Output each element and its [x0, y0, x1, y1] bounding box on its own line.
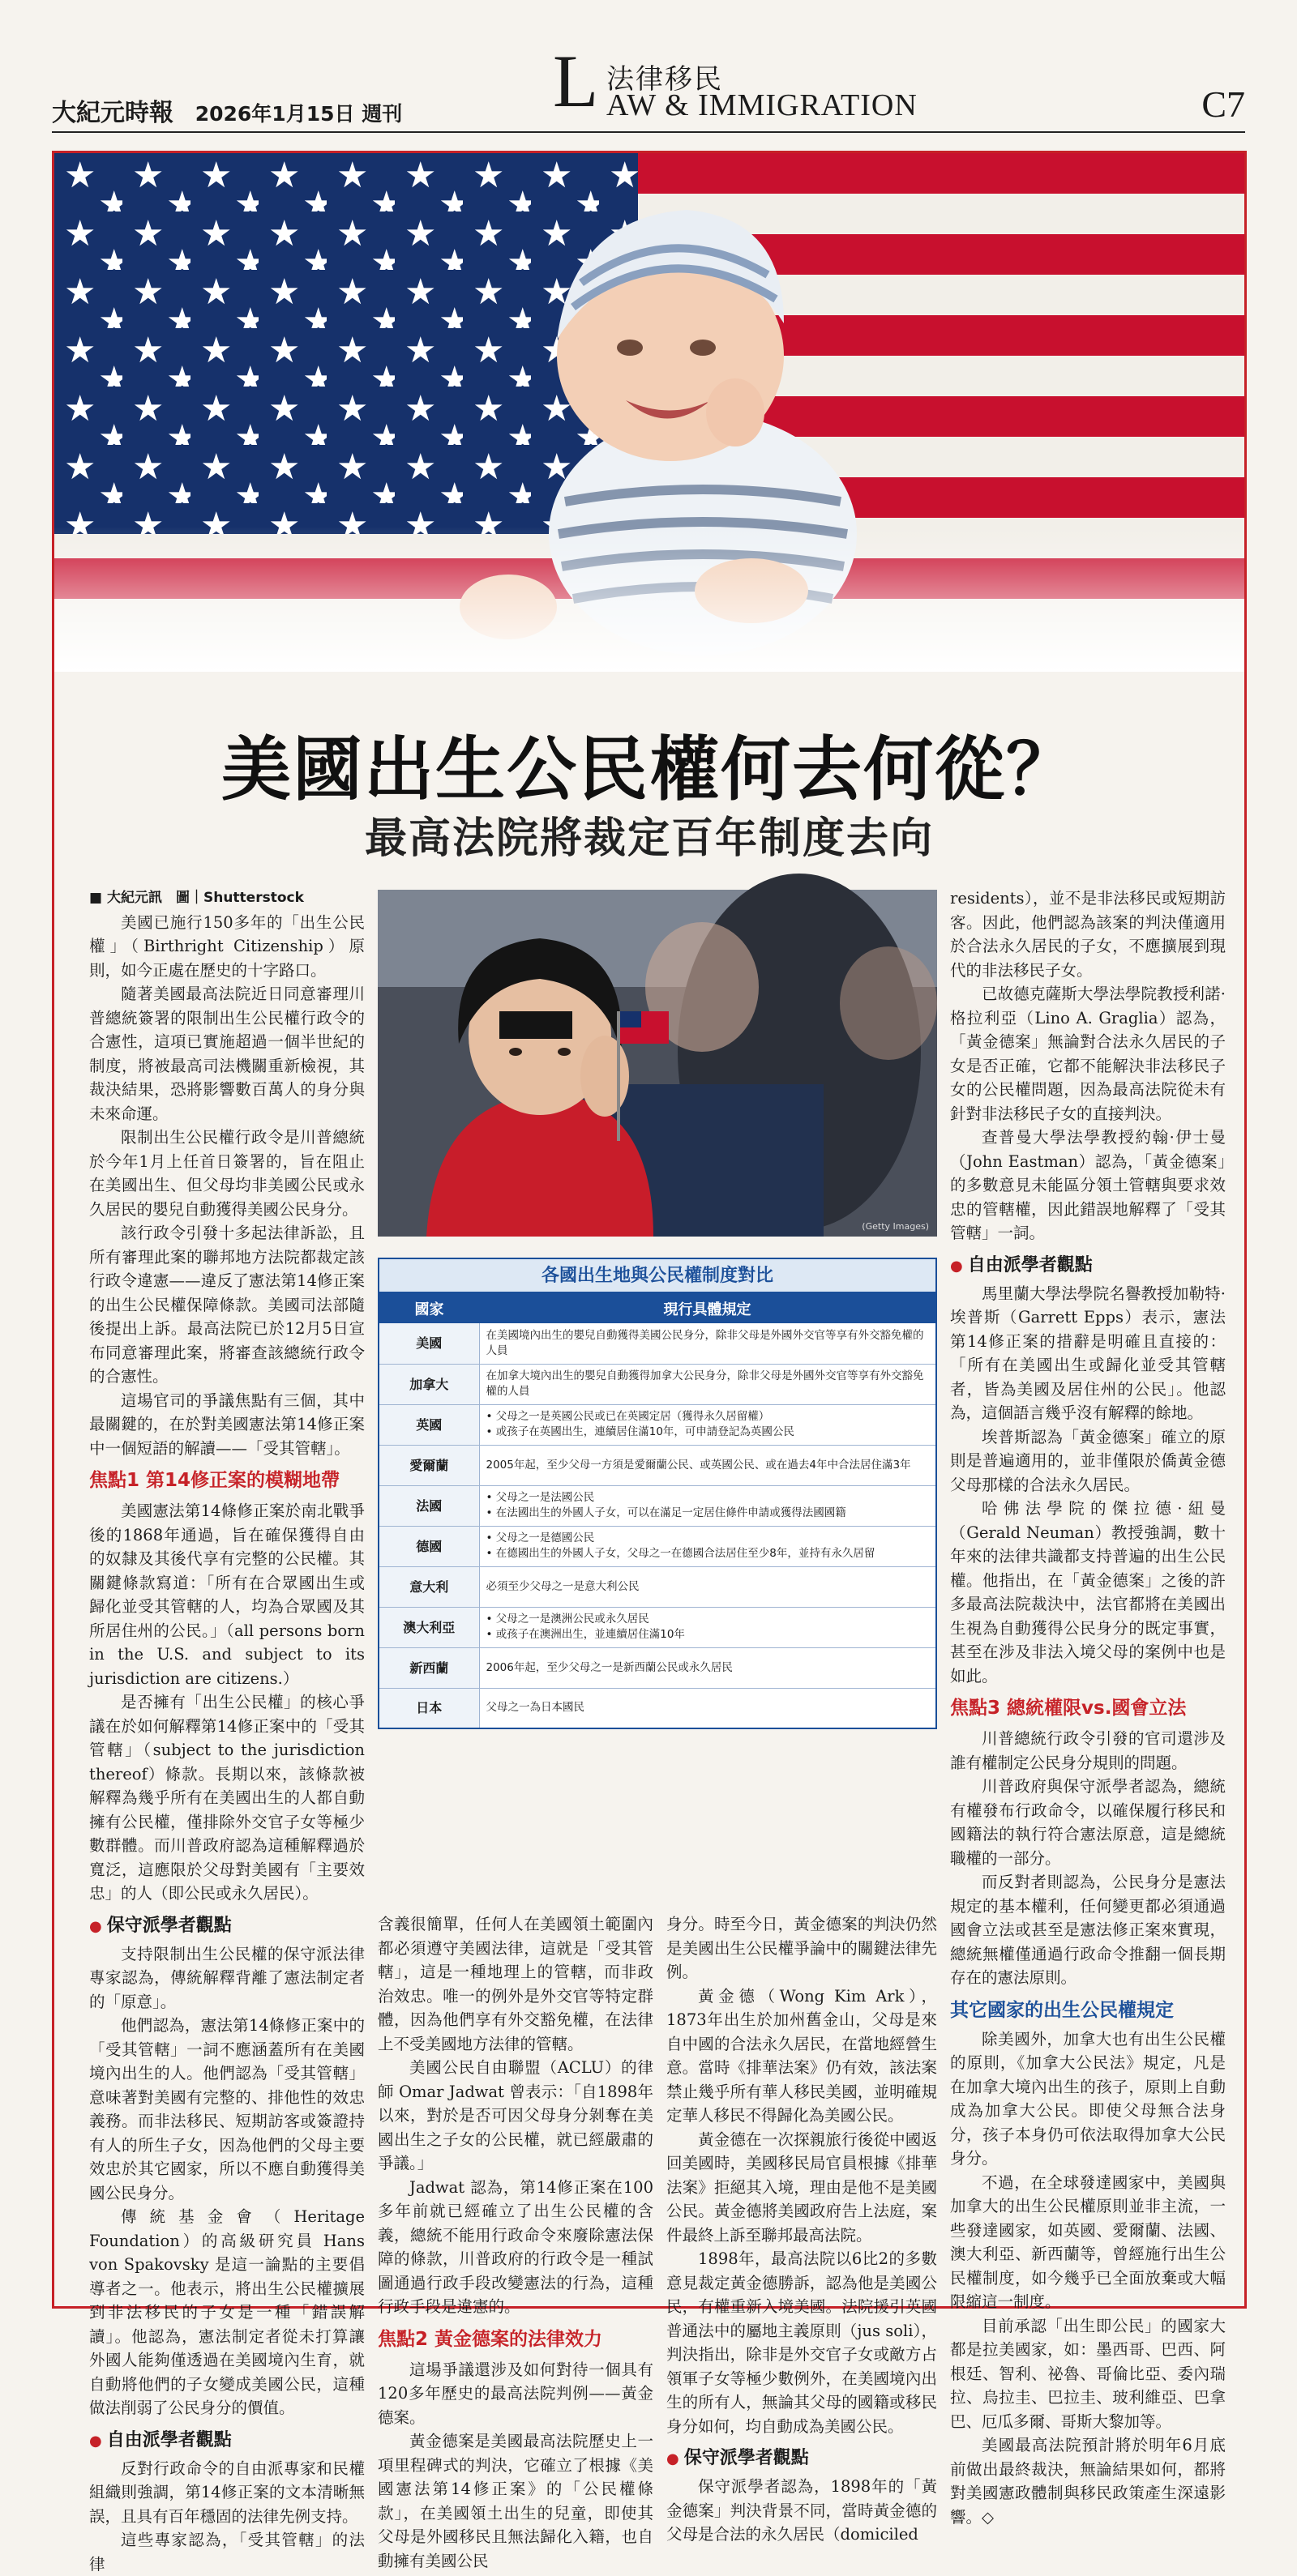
girl-photo	[378, 890, 937, 1237]
paragraph: 川普總統行政令引發的官司還涉及誰有權制定公民身分規則的問題。	[950, 1729, 1226, 1772]
paragraph: 目前承認「出生即公民」的國家大都是拉美國家，如：墨西哥、巴西、阿根廷、智利、祕魯、哥倫比亞、委內瑞拉、烏拉圭、巴拉圭、玻利維亞、巴拿巴、厄瓜多爾、哥斯大黎加等。	[950, 2316, 1226, 2431]
byline: ■ 大紀元訊 圖｜Shutterstock	[89, 890, 304, 906]
table-row	[379, 1445, 936, 1485]
table-row	[379, 1688, 936, 1728]
table-cell-rule: 在加拿大境內出生的嬰兒自動獲得加拿大公民身分，除非父母是外國外交官等享有外交豁免權的人員	[479, 1364, 936, 1404]
table-cell-country: 意大利	[379, 1566, 479, 1607]
paragraph: 美國公民自由聯盟（ACLU）的律師 Omar Jadwat 曾表示：「自1898年以來，對於是否可因父母身分剝奪在美國出生之子女的公民權，就已經嚴肅的爭議。」	[378, 2058, 653, 2172]
section-heading: ● 保守派學者觀點	[89, 1914, 365, 1939]
paragraph: 傳統基金會（Heritage Foundation）的高級研究員 Hans von Spakovsky 是這一論點的主要倡導者之一。他表示，將出生公民權擴展到非法移民的子女是一種「錯誤解讀」。他認為，憲法制定者從未打算讓外國人能夠僅透過在美國境內生育，就自動將他們的子女變成美國公民，這種做法削弱了公民身分的價值。	[89, 2207, 365, 2417]
paragraph: 黃金德（Wong Kim Ark），1873年出生於加州舊金山，父母是來自中國的合法永久居民，在當地經營生意。當時《排華法案》仍有效，該法案禁止幾乎所有華人移民美國，並明確規定華人移民不得歸化為美國公民。	[666, 1986, 937, 2125]
table-cell-country: 英國	[379, 1404, 479, 1445]
table-cell-country: 新西蘭	[379, 1647, 479, 1688]
table-row	[379, 1607, 936, 1647]
paragraph: 黃金德案是美國最高法院歷史上一項里程碑式的判決，它確立了根據《美國憲法第14修正案》的「公民權條款」，在美國領土出生的兒童，即使其父母是外國移民且無法歸化入籍，也自動擁有美國公民	[378, 2432, 653, 2570]
table-cell-country: 澳大利亞	[379, 1607, 479, 1647]
paragraph: 反對行政命令的自由派專家和民權組織則強調，第14修正案的文本清晰無誤，且具有百年穩固的法律先例支持。	[89, 2459, 365, 2526]
paragraph: 這場爭議還涉及如何對待一個具有120多年歷史的最高法院判例——黃金德案。	[378, 2360, 653, 2427]
table-header-country: 國家	[379, 1292, 479, 1323]
section-title-en: AW & IMMIGRATION	[606, 88, 918, 122]
paragraph: 川普政府與保守派學者認為，總統有權發布行政命令，以確保履行移民和國籍法的執行符合憲法原意，這是總統職權的一部分。	[950, 1777, 1226, 1868]
table-cell-country: 德國	[379, 1526, 479, 1566]
paragraph: 已故德克薩斯大學法學院教授利諾·格拉利亞（Lino A. Graglia）認為，「黃金德案」無論對合法永久居民的子女是否正確，它都不能解決非法移民子女的公民權問題，因為最高法院從未有針對非法移民子女的直接判決。	[950, 985, 1226, 1123]
paragraph: 埃普斯認為「黃金德案」確立的原則是普遍適用的，並非僅限於僑黃金德父母那樣的合法永久居民。	[950, 1427, 1226, 1494]
table-cell-rule: 父母之一為日本國民	[479, 1688, 936, 1728]
paragraph: 保守派學者認為，1898年的「黃金德案」判決背景不同，當時黃金德的父母是合法的永久居民（domiciled	[666, 2477, 937, 2544]
comparison-table	[378, 1258, 937, 1729]
table-cell-country: 加拿大	[379, 1364, 479, 1404]
issue-date: 2026年1月15日 週刊	[195, 102, 403, 126]
paragraph: 這些專家認為，「受其管轄」的法律	[89, 2531, 365, 2574]
table-cell-rule: 2005年起，至少父母一方須是愛爾蘭公民、或英國公民、或在過去4年中合法居住滿3年	[479, 1445, 936, 1485]
paragraph: 而反對者則認為，公民身分是憲法規定的基本權利，任何變更都必須通過國會立法或甚至是憲法修正案來實現，總統無權僅通過行政命令推翻一個長期存在的憲法原則。	[950, 1873, 1226, 1987]
table	[378, 1292, 937, 1729]
table-cell-country: 日本	[379, 1688, 479, 1728]
paragraph: 1898年，最高法院以6比2的多數意見裁定黃金德勝訴，認為他是美國公民，有權重新入境美國。法院援引英國普通法中的屬地主義原則（jus soli），判決指出，除非是外交官子女或敵方占領軍子女等極少數例外，在美國境內出生的所有人，無論其父母的國籍或移民身分如何，均自動成為美國公民。	[666, 2249, 937, 2436]
page-number: C7	[1201, 83, 1245, 125]
table-cell-rule: 在美國境內出生的嬰兒自動獲得美國公民身分，除非父母是外國外交官等享有外交豁免權的人員	[479, 1323, 936, 1364]
paragraph: 哈佛法學院的傑拉德·紐曼（Gerald Neuman）教授強調，數十年來的法律共識都支持普遍的出生公民權。他指出，在「黃金德案」之後的許多最高法院裁決中，法官都將在美國出生視為自動獲得公民身分的既定事實，甚至在涉及非法入境父母的案例中也是如此。	[950, 1499, 1226, 1685]
table-header-rule: 現行具體規定	[479, 1292, 936, 1323]
hero-photo	[54, 153, 1244, 672]
table-cell-rule: • 父母之一是英國公民或已在英國定居（獲得永久居留權） • 或孩子在英國出生，連續居住滿10年，可申請登記為英國公民	[479, 1404, 936, 1445]
paper-info	[52, 92, 402, 128]
paragraph: 美國最高法院預計將於明年6月底前做出最終裁決，無論結果如何，都將對美國憲政體制與移民政策產生深遠影響。◇	[950, 2436, 1226, 2527]
photo-credit: (Getty Images)	[862, 1221, 929, 1232]
paragraph: residents），並不是非法移民或短期訪客。因此，他們認為該案的判決僅適用於合法永久居民的子女，不應擴展到現代的非法移民子女。	[950, 889, 1226, 980]
masthead-rule	[52, 131, 1245, 133]
headline: 美國出生公民權何去何從？	[221, 729, 1077, 810]
section-initial: L	[553, 40, 599, 122]
column-1	[89, 886, 365, 2576]
table-cell-rule: 2006年起，至少父母之一是新西蘭公民或永久居民	[479, 1647, 936, 1688]
section-title-zh: 法律移民	[606, 63, 723, 96]
section-heading: ● 自由派學者觀點	[89, 2429, 365, 2454]
section-heading: 焦點1 第14修正案的模糊地帶	[89, 1470, 340, 1491]
section-heading: ● 自由派學者觀點	[950, 1254, 1226, 1279]
table-cell-rule: • 父母之一是法國公民 • 在法國出生的外國人子女，可以在滿足一定居住條件申請或獲得法國國籍	[479, 1485, 936, 1526]
table-cell-country: 愛爾蘭	[379, 1445, 479, 1485]
table-cell-rule: 必須至少父母之一是意大利公民	[479, 1566, 936, 1607]
section-heading: 焦點3 總統權限vs.國會立法	[950, 1698, 1187, 1719]
paragraph: 他們認為，憲法第14條修正案中的「受其管轄」一詞不應涵蓋所有在美國境內出生的人。他們認為「受其管轄」意味著對美國有完整的、排他性的效忠義務。而非法移民、短期訪客或簽證持有人的所生子女，因為他們的父母主要效忠於其它國家，所以不應自動獲得美國公民身分。	[89, 2016, 365, 2202]
masthead	[52, 42, 1245, 138]
section-heading: ● 保守派學者觀點	[666, 2446, 937, 2471]
table-cell-country: 法國	[379, 1485, 479, 1526]
table-row	[379, 1404, 936, 1445]
table-row	[379, 1323, 936, 1364]
paragraph: 是否擁有「出生公民權」的核心爭議在於如何解釋第14修正案中的「受其管轄」（subject to the jurisdiction thereof）條款。長期以來，該條款被解釋為幾乎所有在美國出生的人都自動擁有公民權，僅排除外交官子女等極少數群體。而川普政府認為這種解釋過於寬泛，這應限於父母對美國有「主要效忠」的人（即公民或永久居民）。	[89, 1693, 365, 1903]
paragraph: Jadwat 認為，第14修正案在100多年前就已經確立了出生公民權的含義，總統不能用行政命令來廢除憲法保障的條款，川普政府的行政令是一種試圖通過行政手段改變憲法的行為，這種行政手段是違憲的。	[378, 2177, 653, 2316]
table-cell-country: 美國	[379, 1323, 479, 1364]
table-cell-rule: • 父母之一是澳洲公民或永久居民 • 或孩子在澳洲出生，並連續居住滿10年	[479, 1607, 936, 1647]
paragraph: 美國已施行150多年的「出生公民權」（Birthright Citizenship）原則，如今正處在歷史的十字路口。	[89, 912, 365, 980]
paragraph: 馬里蘭大學法學院名譽教授加勒特·埃普斯（Garrett Epps）表示，憲法第14修正案的措辭是明確且直接的：「所有在美國出生或歸化並受其管轄者，皆為美國及居住州的公民」。他認為，這個語言幾乎沒有解釋的餘地。	[950, 1284, 1226, 1422]
paragraph: 查普曼大學法學教授約翰·伊士曼（John Eastman）認為，「黃金德案」的多數意見未能區分領土管轄與要求效忠的管轄權，因此錯誤地解釋了「受其管轄」一詞。	[950, 1128, 1226, 1242]
paragraph: 美國憲法第14條修正案於南北戰爭後的1868年通過，旨在確保獲得自由的奴隸及其後代享有完整的公民權。其關鍵條款寫道：「所有在合眾國出生或歸化並受其管轄的人，均為合眾國及其所居住州的公民。」（all persons born in the U.S. and subject to its jurisdiction are citizens.）	[89, 1502, 365, 1688]
paragraph: 支持限制出生公民權的保守派法律專家認為，傳統解釋背離了憲法制定者的「原意」。	[89, 1944, 365, 2011]
paragraph: 含義很簡單，任何人在美國領土範圍內都必須遵守美國法律，這就是「受其管轄」，這是一種地理上的管轄，而非政治效忠。唯一的例外是外交官等特定群體，因為他們享有外交豁免權，在法律上不受美國地方法律的管轄。	[378, 1915, 653, 2053]
section-heading: 其它國家的出生公民權規定	[950, 1999, 1174, 2021]
paragraph: 這場官司的爭議焦點有三個，其中最關鍵的，在於對美國憲法第14修正案中一個短語的解讀——「受其管轄」。	[89, 1391, 365, 1458]
paragraph: 除美國外，加拿大也有出生公民權的原則，《加拿大公民法》規定，凡是在加拿大境內出生的孩子，原則上自動成為加拿大公民。即使父母無合法身分，孩子本身仍可依法取得加拿大公民身分。	[950, 2029, 1226, 2168]
paragraph: 該行政令引發十多起法律訴訟，且所有審理此案的聯邦地方法院都裁定該行政令違憲——違反了憲法第14修正案的出生公民權保障條款。美國司法部隨後提出上訴。最高法院已於12月5日宣布同意審理此案，將審查該總統行政令的合憲性。	[89, 1224, 365, 1386]
table-row	[379, 1485, 936, 1526]
paragraph: 不過，在全球發達國家中，美國與加拿大的出生公民權原則並非主流，一些發達國家，如英國、愛爾蘭、法國、澳大利亞、新西蘭等，曾經施行出生公民權制度，如今幾乎已全面放棄或大幅限縮這一制度。	[950, 2172, 1226, 2311]
table-cell-rule: • 父母之一是德國公民 • 在德國出生的外國人子女，父母之一在德國合法居住至少8年，並持有永久居留	[479, 1526, 936, 1566]
section-heading: 焦點2 黃金德案的法律效力	[378, 2328, 603, 2350]
column-4	[950, 886, 1226, 2529]
paper-name: 大紀元時報	[52, 99, 173, 127]
paragraph: 身分。時至今日，黃金德案的判決仍然是美國出生公民權爭論中的關鍵法律先例。	[666, 1915, 937, 1981]
table-row	[379, 1647, 936, 1688]
table-title: 各國出生地與公民權制度對比	[378, 1258, 937, 1292]
paragraph: 黃金德在一次探親旅行後從中國返回美國時，美國移民局官員根據《排華法案》拒絕其入境，理由是他不是美國公民。黃金德將美國政府告上法庭，案件最終上訴至聯邦最高法院。	[666, 2130, 937, 2245]
table-row	[379, 1526, 936, 1566]
column-2	[378, 1912, 653, 2573]
paragraph: 隨著美國最高法院近日同意審理川普總統簽署的限制出生公民權行政令的合憲性，這項已實施超過一個半世紀的制度，將被最高司法機關重新檢視，其裁決結果，恐將影響數百萬人的身分與未來命運。	[89, 985, 365, 1123]
subheadline: 最高法院將裁定百年制度去向	[364, 814, 934, 863]
table-row	[379, 1364, 936, 1404]
column-3	[666, 1912, 937, 2547]
paragraph: 限制出生公民權行政令是川普總統於今年1月上任首日簽署的，旨在阻止在美國出生、但父母均非美國公民或永久居民的嬰兒自動獲得美國公民身分。	[89, 1128, 365, 1219]
table-row	[379, 1566, 936, 1607]
